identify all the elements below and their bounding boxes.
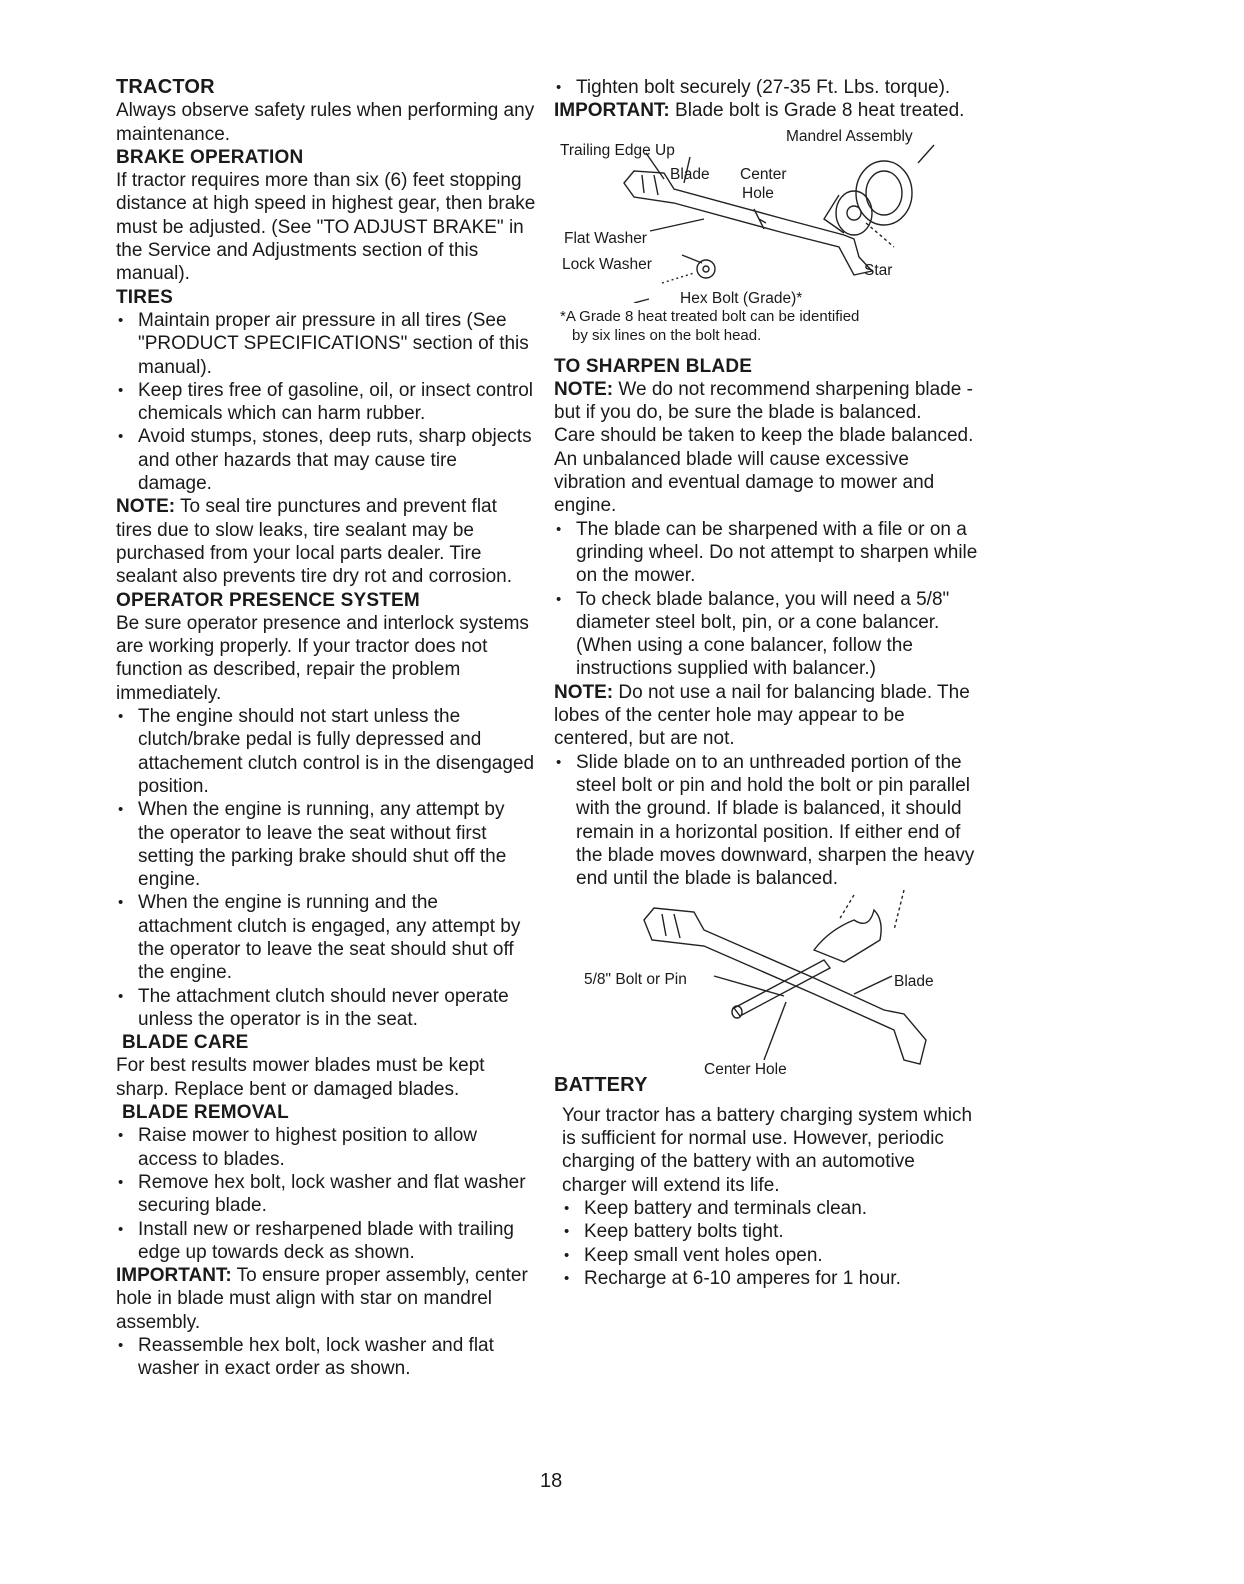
blade-removal-list — [116, 1124, 536, 1264]
battery-heading: BATTERY — [554, 1074, 648, 1097]
list-item: • Keep tires free of gasoline, oil, or insect control chemicals which can harm rubber. — [116, 379, 536, 426]
center-label: Center — [740, 165, 787, 183]
hole-label: Hole — [742, 184, 774, 202]
star-label: Star — [864, 261, 893, 279]
footnote-line-2: by six lines on the bolt head. — [572, 326, 762, 344]
sharpen-blade-heading: TO SHARPEN BLADE — [554, 355, 753, 377]
important-text: To ensure proper assembly, center hole in blade must align with star on mandrel assembly. — [116, 1265, 528, 1333]
list-item: • Reassemble hex bolt, lock washer and flat washer in exact order as shown. — [116, 1334, 536, 1381]
tighten-list — [554, 76, 984, 99]
operator-presence-text: Be sure operator presence and interlock systems are working properly. If your tractor does not function as described, repair the problem immediately. — [116, 612, 529, 704]
tractor-text: Always observe safety rules when performing any maintenance. — [116, 100, 535, 145]
bolt-or-pin-label: 5/8" Bolt or Pin — [584, 971, 687, 989]
center-hole-label: Center Hole — [704, 1061, 787, 1079]
battery-text: Your tractor has a battery charging system which is sufficient for normal use. However, periodic charging of the battery with an automotive charger will extend its life. — [562, 1104, 973, 1196]
note-text: We do not recommend sharpening blade - but if you do, be sure the blade is balanced. — [554, 378, 973, 424]
blade-assembly-figure — [554, 123, 984, 307]
blade-care-text: For best results mower blades must be kept sharp. Replace bent or damaged blades. — [116, 1055, 485, 1100]
list-item: • Slide blade on to an unthreaded portion of the steel bolt or pin and hold the bolt or pin parallel with the ground. If blade is balanced, it should remain in a horizontal position. If either end of the blade moves downward, sharpen the heavy end until the blade is balanced. — [554, 751, 984, 891]
page-number: 18 — [540, 1470, 563, 1492]
note-text: Do not use a nail for balancing blade. The lobes of the center hole may appear to be centered, but are not. — [554, 681, 970, 750]
blade-balance-figure — [554, 890, 984, 1096]
note-label: NOTE: — [116, 496, 176, 518]
lock-washer-label: Lock Washer — [562, 255, 652, 273]
blade-label: Blade — [894, 973, 934, 991]
list-item: • Remove hex bolt, lock washer and flat washer securing blade. — [116, 1171, 536, 1218]
operator-presence-heading: OPERATOR PRESENCE SYSTEM — [116, 589, 420, 611]
list-item: • Recharge at 6-10 amperes for 1 hour. — [562, 1267, 984, 1290]
list-item: • The attachment clutch should never operate unless the operator is in the seat. — [116, 985, 536, 1032]
list-item: • Raise mower to highest position to allow access to blades. — [116, 1124, 536, 1171]
important-text: Blade bolt is Grade 8 heat treated. — [669, 100, 965, 122]
blade-removal-important — [116, 1264, 536, 1334]
list-item: • Maintain proper air pressure in all tires (See "PRODUCT SPECIFICATIONS" section of this manual). — [116, 309, 536, 379]
note-label: NOTE: — [554, 681, 614, 703]
important-label: IMPORTANT: — [116, 1265, 232, 1287]
list-item: • Tighten bolt securely (27-35 Ft. Lbs. torque). — [554, 76, 984, 99]
brake-operation-text: If tractor requires more than six (6) feet stopping distance at high speed in highest gear, then brake must be adjusted. (See "TO ADJUST BRAKE" in the Service and Adjustments section of this manual). — [116, 170, 536, 285]
list-item: • The blade can be sharpened with a file or on a grinding wheel. Do not attempt to sharpen while on the mower. — [554, 518, 984, 588]
list-item: • When the engine is running and the attachment clutch is engaged, any attempt by the operator to leave the seat should shut off the engine. — [116, 891, 536, 984]
list-item: • Keep small vent holes open. — [562, 1244, 984, 1267]
reassemble-list — [116, 1334, 536, 1381]
list-item: • The engine should not start unless the clutch/brake pedal is fully depressed and attachement clutch control is in the disengaged position. — [116, 705, 536, 798]
battery-list — [554, 1197, 984, 1290]
list-item: • When the engine is running, any attempt by the operator to leave the seat without first setting the parking brake should shut off the engine. — [116, 798, 536, 891]
important-label: IMPORTANT: — [554, 100, 670, 122]
tractor-heading: TRACTOR — [116, 76, 215, 98]
note-text: To seal tire punctures and prevent flat tires due to slow leaks, tire sealant may be purchased from your local parts dealer. Tire sealant also prevents tire dry rot and corrosion. — [116, 496, 513, 588]
sharpen-list — [554, 518, 984, 681]
hex-bolt-label: Hex Bolt (Grade)* — [680, 289, 803, 307]
mandrel-assembly-label: Mandrel Assembly — [786, 127, 913, 145]
list-item: • Keep battery bolts tight. — [562, 1220, 984, 1243]
trailing-edge-up-label: Trailing Edge Up — [560, 141, 675, 159]
tires-list — [116, 309, 536, 495]
blade-bolt-important — [554, 99, 984, 122]
blade-label: Blade — [670, 165, 710, 183]
blade-care-heading: BLADE CARE — [122, 1032, 249, 1054]
list-item: • Keep battery and terminals clean. — [562, 1197, 984, 1220]
tires-note — [116, 495, 536, 588]
list-item: • Avoid stumps, stones, deep ruts, sharp objects and other hazards that may cause tire damage. — [116, 425, 536, 495]
flat-washer-label: Flat Washer — [564, 229, 647, 247]
footnote — [554, 307, 984, 345]
left-column — [116, 76, 536, 1381]
nail-note — [554, 681, 984, 751]
sharpen-note — [554, 378, 984, 425]
right-column — [554, 76, 984, 1290]
list-item: • To check blade balance, you will need a 5/8" diameter steel bolt, pin, or a cone balancer. (When using a cone balancer, follow the instructions supplied with balancer.) — [554, 588, 984, 681]
blade-removal-heading: BLADE REMOVAL — [122, 1102, 289, 1124]
list-item: • Install new or resharpened blade with trailing edge up towards deck as shown. — [116, 1218, 536, 1265]
footnote-line-1: *A Grade 8 heat treated bolt can be identified — [560, 307, 860, 325]
note-label: NOTE: — [554, 378, 614, 400]
care-text: Care should be taken to keep the blade balanced. An unbalanced blade will cause excessive vibration and eventual damage to mower and engine. — [554, 425, 974, 517]
tires-heading: TIRES — [116, 286, 173, 308]
brake-operation-heading: BRAKE OPERATION — [116, 146, 304, 168]
operator-presence-list — [116, 705, 536, 1031]
slide-list — [554, 751, 984, 891]
